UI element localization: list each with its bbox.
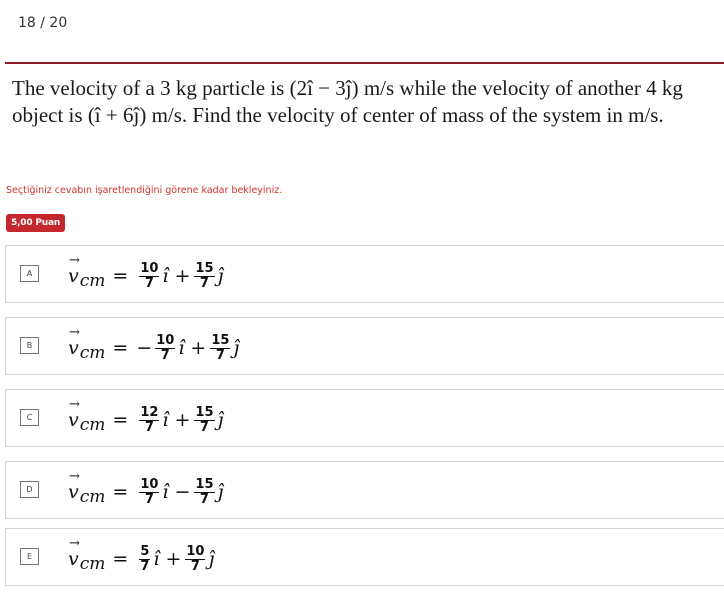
equals-sign: = [112, 548, 129, 570]
header-divider [5, 62, 724, 64]
numerator: 10 [140, 476, 159, 492]
unit-vector-i: î [178, 337, 185, 359]
operator: + [174, 265, 191, 287]
option-formula [68, 326, 242, 370]
vector-arrow-icon: → [69, 325, 80, 340]
denominator: 7 [144, 419, 154, 435]
fraction [194, 262, 214, 291]
fraction [139, 406, 159, 435]
option-formula [68, 254, 226, 298]
subscript: cm [79, 343, 106, 363]
denominator: 7 [190, 558, 200, 574]
vector-symbol: v [68, 265, 79, 287]
velocity-vector [68, 469, 80, 503]
operator: + [174, 409, 191, 431]
question-text: The velocity of a 3 kg particle is (2î − 3ĵ) m/s while the velocity of another 4 kg object is (î + 6ĵ) m/s. Find the velocity of center of mass of the system in m/s. [12, 76, 683, 127]
vector-symbol: v [68, 409, 79, 431]
denominator: 7 [199, 419, 209, 435]
unit-vector-j: ĵ [217, 481, 224, 503]
denominator: 7 [215, 347, 225, 363]
denominator: 7 [144, 275, 154, 291]
fraction [194, 406, 214, 435]
denominator: 7 [140, 558, 150, 574]
operator: − [174, 481, 191, 503]
fraction [139, 262, 159, 291]
operator: + [190, 337, 207, 359]
sign: − [136, 337, 153, 359]
fraction [210, 334, 230, 363]
option-formula [68, 537, 217, 581]
fraction [185, 545, 205, 574]
option-formula [68, 398, 226, 442]
vector-arrow-icon: → [69, 397, 80, 412]
denominator: 7 [160, 347, 170, 363]
unit-vector-i: î [153, 548, 160, 570]
points-badge: 5,00 Puan [6, 214, 65, 232]
numerator: 15 [195, 404, 214, 420]
numerator: 10 [140, 260, 159, 276]
vector-arrow-icon: → [69, 253, 80, 268]
vector-arrow-icon: → [69, 469, 80, 484]
option-formula [68, 470, 226, 514]
vector-symbol: v [68, 337, 79, 359]
equals-sign: = [112, 265, 129, 287]
velocity-vector [68, 253, 80, 287]
unit-vector-i: î [162, 265, 169, 287]
fraction [139, 545, 150, 574]
fraction [139, 478, 159, 507]
numerator: 12 [140, 404, 159, 420]
question-counter: 18 / 20 [18, 15, 68, 31]
numerator: 10 [186, 543, 205, 559]
numerator: 15 [195, 476, 214, 492]
velocity-vector [68, 325, 80, 359]
numerator: 5 [140, 543, 150, 559]
subscript: cm [79, 554, 106, 574]
option-letter-box[interactable]: A [20, 265, 39, 282]
unit-vector-i: î [162, 481, 169, 503]
denominator: 7 [144, 491, 154, 507]
unit-vector-j: ĵ [208, 548, 215, 570]
vector-arrow-icon: → [69, 536, 80, 551]
unit-vector-j: ĵ [233, 337, 240, 359]
fraction [155, 334, 175, 363]
vector-symbol: v [68, 481, 79, 503]
answer-option-b[interactable] [5, 317, 724, 375]
unit-vector-i: î [162, 409, 169, 431]
subscript: cm [79, 415, 106, 435]
denominator: 7 [199, 491, 209, 507]
fraction [194, 478, 214, 507]
answer-option-e[interactable] [5, 528, 724, 586]
numerator: 10 [156, 332, 175, 348]
numerator: 15 [211, 332, 230, 348]
equals-sign: = [112, 409, 129, 431]
answer-option-c[interactable] [5, 389, 724, 447]
unit-vector-j: ĵ [217, 409, 224, 431]
unit-vector-j: ĵ [217, 265, 224, 287]
equals-sign: = [112, 337, 129, 359]
option-letter-box[interactable]: C [20, 409, 39, 426]
operator: + [165, 548, 182, 570]
numerator: 15 [195, 260, 214, 276]
denominator: 7 [199, 275, 209, 291]
answer-option-d[interactable] [5, 461, 724, 519]
velocity-vector [68, 397, 80, 431]
subscript: cm [79, 271, 106, 291]
selection-note: Seçtiğiniz cevabın işaretlendiğini görene kadar bekleyiniz. [6, 185, 283, 196]
option-letter-box[interactable]: E [20, 548, 39, 565]
vector-symbol: v [68, 548, 79, 570]
option-letter-box[interactable]: D [20, 481, 39, 498]
option-letter-box[interactable]: B [20, 337, 39, 354]
answer-option-a[interactable] [5, 245, 724, 303]
subscript: cm [79, 487, 106, 507]
velocity-vector [68, 536, 80, 570]
equals-sign: = [112, 481, 129, 503]
